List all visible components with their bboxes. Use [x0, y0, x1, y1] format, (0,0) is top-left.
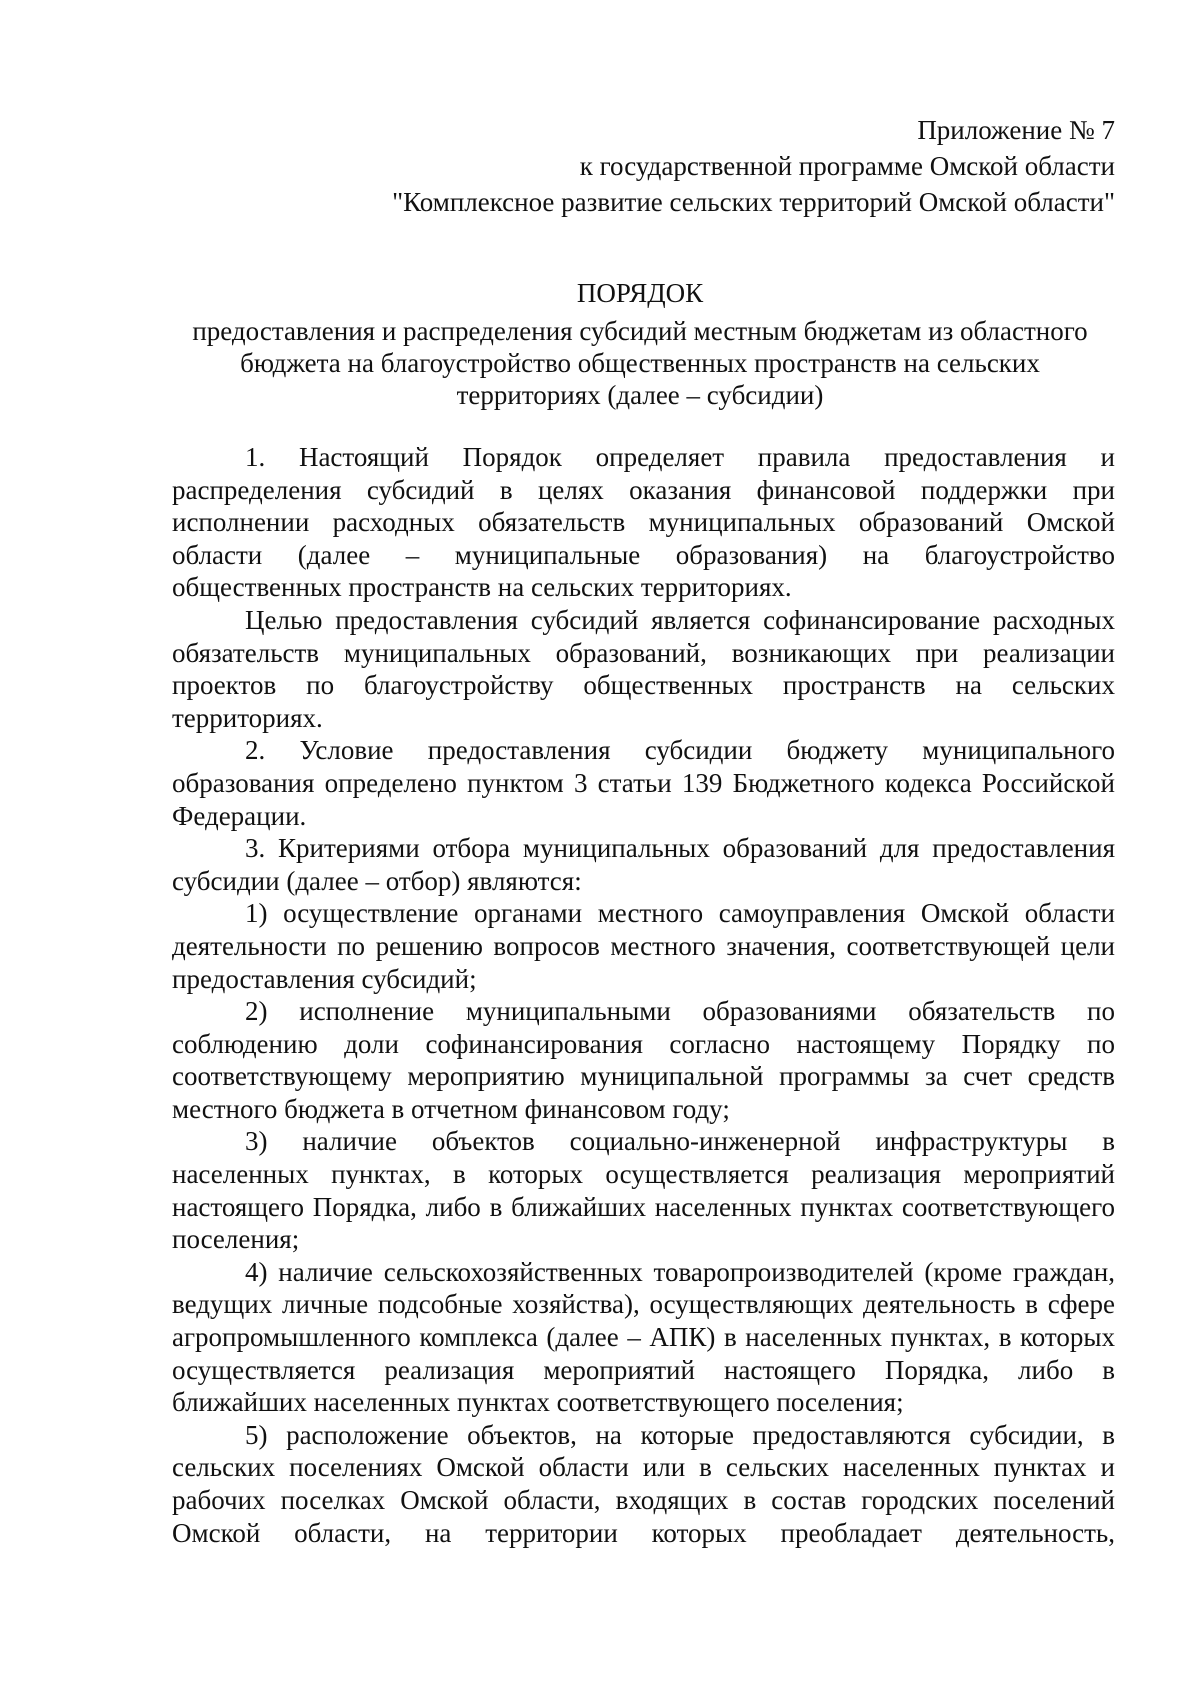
annex-number: Приложение № 7 [917, 115, 1115, 145]
document-title [165, 277, 1115, 411]
paragraph-goal: Целью предоставления субсидий является софинансирование расходных обязательств муниципальных образований, возникающих при реализации проектов по благоустройству общественных пространств на сельских территориях. [172, 604, 1115, 733]
title-line-3: территориях (далее – субсидии) [456, 380, 824, 410]
criterion-3: 3) наличие объектов социально-инженерной инфраструктуры в населенных пунктах, в которых осуществляется реализация мероприятий настоящего Порядка, либо в ближайших населенных пунктах соответствующего поселения; [172, 1126, 1115, 1255]
annex-program-ref: к государственной программе Омской области [579, 151, 1115, 181]
criterion-5: 5) расположение объектов, на которые предоставляются субсидии, в сельских поселениях Омской области или в сельских населенных пунктах и рабочих поселках Омской области, входящих в состав городских поселений Омской области, на территории которых преобладает деятельность, [172, 1419, 1115, 1548]
paragraph-2: 2. Условие предоставления субсидии бюджету муниципального образования определено пунктом 3 статьи 139 Бюджетного кодекса Российской Федерации. [172, 735, 1115, 831]
annex-program-name: "Комплексное развитие сельских территорий Омской области" [392, 187, 1115, 217]
paragraph-1: 1. Настоящий Порядок определяет правила предоставления и распределения субсидий в целях оказания финансовой поддержки при исполнении расходных обязательств муниципальных образований Омской области (далее – муниципальные образования) на благоустройство общественных пространств на сельских территориях. [172, 442, 1115, 603]
criterion-1: 1) осуществление органами местного самоуправления Омской области деятельности по решению вопросов местного значения, соответствующей цели предоставления субсидий; [172, 898, 1115, 994]
title-line-2: бюджета на благоустройство общественных пространств на сельских [240, 348, 1040, 378]
criterion-4: 4) наличие сельскохозяйственных товаропроизводителей (кроме граждан, ведущих личные подсобные хозяйства), осуществляющих деятельность в сфере агропромышленного комплекса (далее – АПК) в населенных пунктах, в которых осуществляется реализация мероприятий настоящего Порядка, либо в ближайших населенных пунктах соответствующего поселения; [172, 1256, 1115, 1418]
paragraph-3: 3. Критериями отбора муниципальных образований для предоставления субсидии (далее – отбор) являются: [172, 833, 1115, 896]
title-heading: ПОРЯДОК [576, 278, 704, 308]
annex-header [392, 112, 1115, 220]
criterion-2: 2) исполнение муниципальными образованиями обязательств по соблюдению доли софинансирования согласно настоящему Порядку по соответствующему мероприятию муниципальной программы за счет средств местного бюджета в отчетном финансовом году; [172, 996, 1115, 1124]
document-body [172, 441, 1115, 1549]
title-line-1: предоставления и распределения субсидий местным бюджетам из областного [192, 316, 1088, 346]
